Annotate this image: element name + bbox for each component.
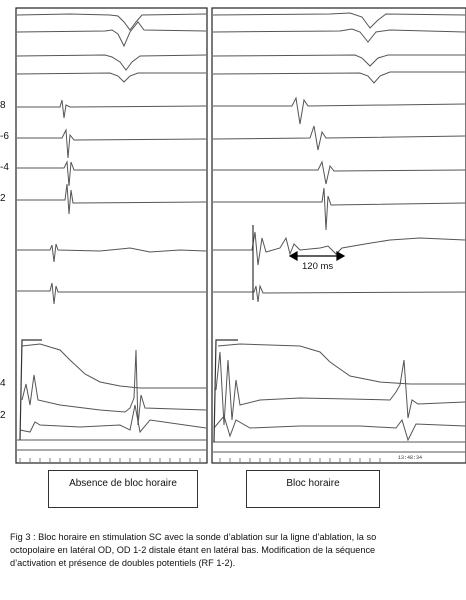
trace-left-5 [17,100,206,118]
trace-left-4 [17,73,206,82]
timestamp: 13:48:34 [398,455,423,461]
lead-label-3: -4 [0,162,9,173]
trace-left-10 [17,283,206,304]
left-stim-pulse [20,340,42,440]
trace-left-8 [17,184,206,214]
measurement-arrow-right-head [337,252,344,260]
trace-left-6 [17,130,206,158]
lead-label-1: 8 [0,100,6,111]
trace-left-1 [17,14,206,30]
figure-caption [10,531,466,570]
panel-label-left: Absence de bloc horaire [48,470,198,508]
trace-right-11 [218,344,465,384]
trace-right-2 [213,29,465,42]
caption-line-2: octopolaire en latéral OD, OD 1-2 distale étant en latéral bas. Modification de la séquence [10,545,376,555]
trace-left-11 [22,344,206,388]
lead-label-6: 2 [0,410,6,421]
measurement-label: 120 ms [302,261,334,272]
trace-right-5 [213,98,465,124]
trace-right-12 [216,352,465,425]
right-panel-frame [212,8,466,463]
trace-left-3 [17,55,206,70]
caption-line-1: Fig 3 : Bloc horaire en stimulation SC avec la sonde d’ablation sur la ligne d’ablation, la so [10,532,377,542]
trace-right-6 [213,126,465,150]
right-time-ticks [220,458,380,462]
lead-label-2: -6 [0,131,9,142]
trace-right-10 [213,286,465,302]
trace-left-9 [17,244,206,262]
trace-right-7 [213,162,465,184]
trace-right-1 [213,13,465,28]
measurement-arrow-left-head [290,252,297,260]
caption-line-3: d’activation et présence de doubles potentiels (RF 1-2). [10,558,236,568]
lead-label-4: 2 [0,193,6,204]
lead-label-5: 4 [0,378,6,389]
trace-right-4 [213,72,465,83]
trace-left-2 [17,22,206,46]
trace-left-7 [17,162,206,186]
panel-label-right: Bloc horaire [246,470,380,508]
left-panel-frame [16,8,207,463]
trace-right-8 [213,188,465,230]
trace-right-3 [213,55,465,66]
trace-right-9 [213,232,465,265]
trace-right-13 [214,416,465,440]
left-time-ticks [20,458,200,462]
